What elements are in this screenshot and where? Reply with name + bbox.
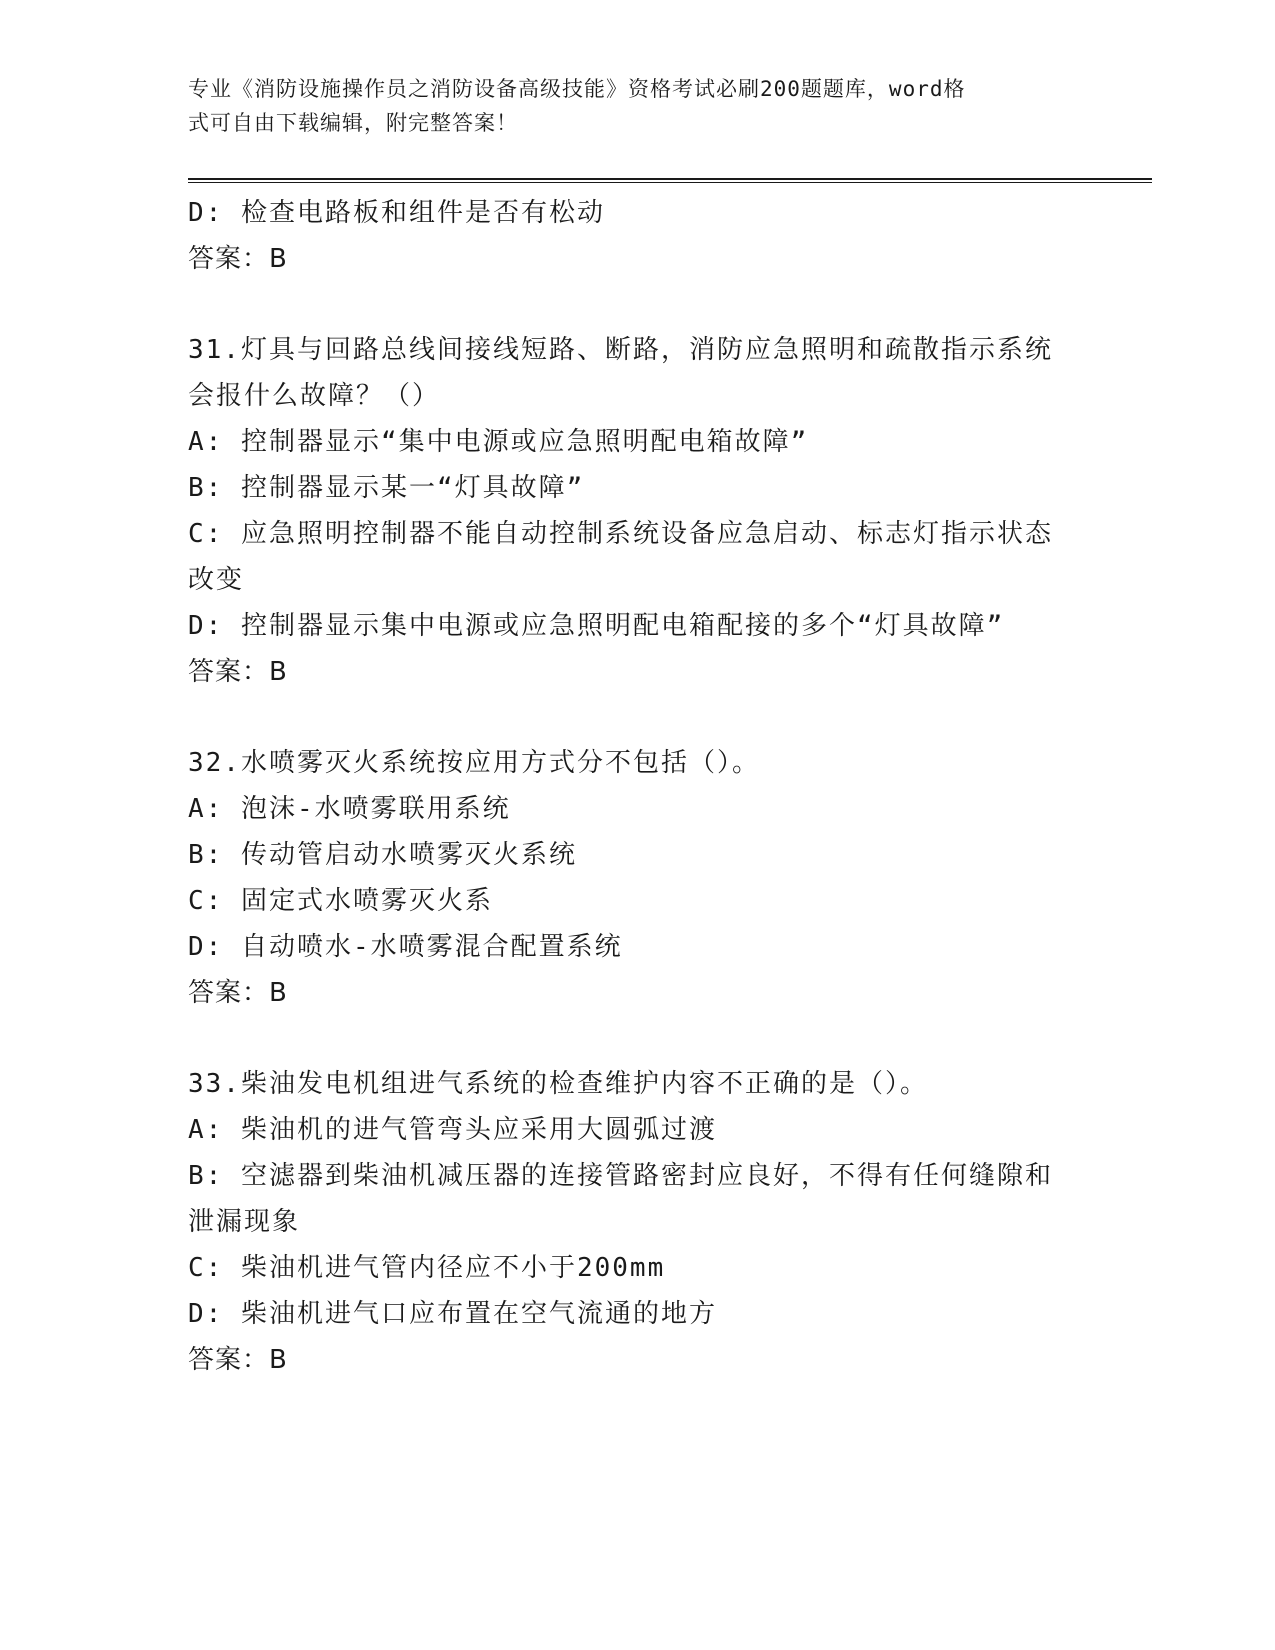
option-d: D: 控制器显示集中电源或应急照明配电箱配接的多个“灯具故障”: [188, 611, 1005, 641]
option-d: D: 检查电路板和组件是否有松动: [188, 198, 605, 228]
option-c-continued: 改变: [188, 565, 245, 595]
option-d: D: 自动喷水-水喷雾混合配置系统: [188, 932, 623, 962]
option-a: A: 泡沫-水喷雾联用系统: [188, 794, 511, 824]
question-30-tail: [188, 190, 1088, 282]
header-line-2: 式可自由下载编辑，附完整答案！: [188, 111, 518, 135]
spacer: [188, 695, 1088, 740]
question-stem: 32.水喷雾灭火系统按应用方式分不包括（）。: [188, 748, 760, 778]
header-divider-thick: [188, 178, 1152, 180]
option-c: C: 柴油机进气管内径应不小于200mm: [188, 1253, 666, 1283]
spacer: [188, 1016, 1088, 1061]
document-body: [188, 190, 1088, 1383]
header-divider-thin: [188, 182, 1152, 183]
option-c: C: 应急照明控制器不能自动控制系统设备应急启动、标志灯指示状态: [188, 519, 1053, 549]
question-stem: 33.柴油发电机组进气系统的检查维护内容不正确的是（）。: [188, 1069, 928, 1099]
header-line-1: 专业《消防设施操作员之消防设备高级技能》资格考试必刷200题题库，word格: [188, 77, 966, 101]
question-32: [188, 740, 1088, 1016]
question-stem-continued: 会报什么故障？（）: [188, 381, 441, 411]
option-d: D: 柴油机进气口应布置在空气流通的地方: [188, 1299, 717, 1329]
option-b: B: 控制器显示某一“灯具故障”: [188, 473, 585, 503]
option-a: A: 控制器显示“集中电源或应急照明配电箱故障”: [188, 427, 809, 457]
answer-label: 答案：B: [188, 978, 288, 1008]
document-header: [188, 72, 1088, 140]
question-33: [188, 1061, 1088, 1383]
answer-label: 答案：B: [188, 1345, 288, 1375]
option-b: B: 传动管启动水喷雾灭火系统: [188, 840, 577, 870]
option-b: B: 空滤器到柴油机减压器的连接管路密封应良好，不得有任何缝隙和: [188, 1161, 1053, 1191]
answer-label: 答案：B: [188, 657, 288, 687]
question-stem: 31.灯具与回路总线间接线短路、断路，消防应急照明和疏散指示系统: [188, 335, 1053, 365]
answer-label: 答案：B: [188, 244, 288, 274]
option-c: C: 固定式水喷雾灭火系: [188, 886, 493, 916]
spacer: [188, 282, 1088, 327]
option-b-continued: 泄漏现象: [188, 1207, 301, 1237]
option-a: A: 柴油机的进气管弯头应采用大圆弧过渡: [188, 1115, 717, 1145]
question-31: [188, 327, 1088, 695]
